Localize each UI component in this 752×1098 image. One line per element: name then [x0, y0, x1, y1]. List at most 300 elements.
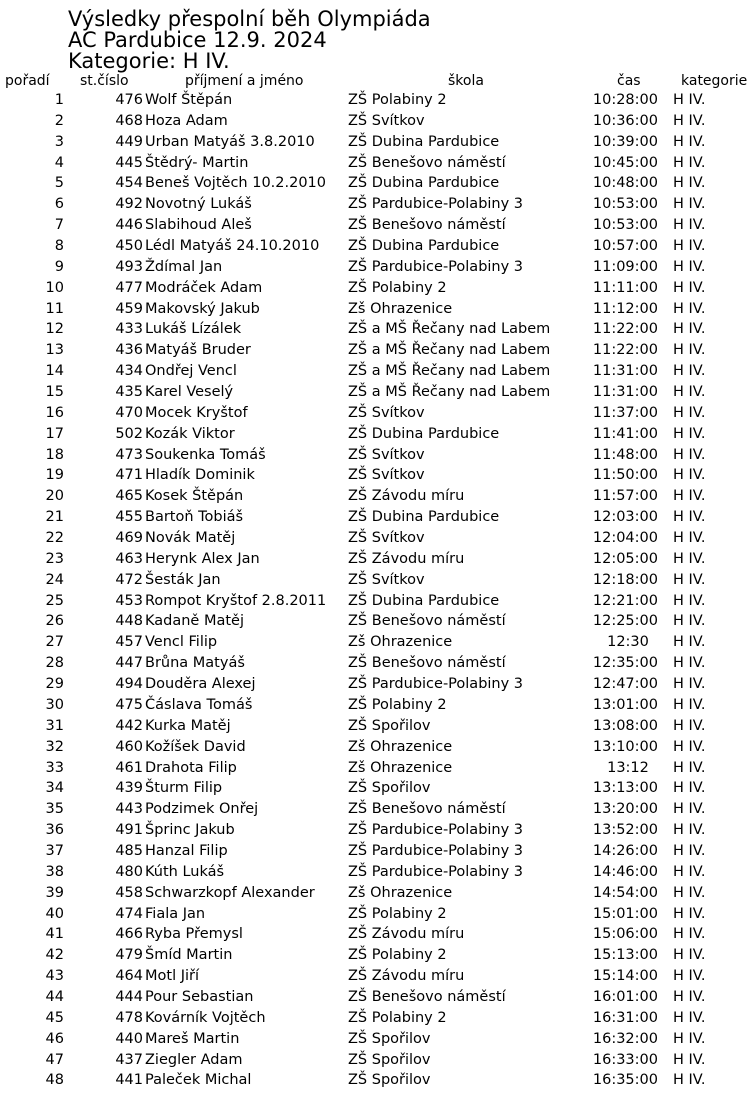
start-number-cell: 472	[115, 571, 143, 588]
category-cell: H IV.	[673, 530, 706, 547]
start-number-cell: 459	[115, 300, 143, 317]
start-number-cell: 465	[115, 488, 143, 505]
school-cell: ZŠ Dubina Pardubice	[348, 425, 500, 442]
name-cell: Ryba Přemysl	[145, 926, 243, 943]
table-row	[0, 1050, 752, 1071]
time-cell: 15:06:00	[592, 926, 658, 943]
category-cell: H IV.	[673, 613, 706, 630]
school-cell: ZŠ Pardubice-Polabiny 3	[348, 863, 524, 880]
table-row	[0, 695, 752, 716]
rank-cell: 37	[45, 842, 64, 859]
rank-cell: 41	[45, 926, 64, 943]
category-cell: H IV.	[673, 884, 706, 901]
start-number-cell: 448	[115, 613, 143, 630]
start-number-cell: 468	[115, 112, 143, 129]
category-cell: H IV.	[673, 780, 706, 797]
category-cell: H IV.	[673, 842, 706, 859]
time-cell: 11:50:00	[592, 467, 658, 484]
name-cell: Podzimek Onřej	[145, 801, 259, 818]
category-cell: H IV.	[673, 175, 706, 192]
start-number-cell: 441	[115, 1072, 143, 1089]
time-cell: 13:13:00	[592, 780, 658, 797]
name-cell: Urban Matyáš 3.8.2010	[145, 133, 315, 150]
rank-cell: 14	[45, 363, 64, 380]
rank-cell: 31	[45, 717, 64, 734]
start-number-cell: 469	[115, 530, 143, 547]
name-cell: Matyáš Bruder	[145, 342, 251, 359]
school-cell: Zš Ohrazenice	[348, 300, 453, 317]
school-cell: ZŠ a MŠ Řečany nad Labem	[348, 342, 551, 359]
school-cell: ZŠ Svítkov	[348, 112, 425, 129]
school-cell: Zš Ohrazenice	[348, 759, 453, 776]
time-cell: 13:01:00	[592, 696, 658, 713]
table-row	[0, 236, 752, 257]
name-cell: Kadaně Matěj	[145, 613, 244, 630]
rank-cell: 16	[45, 404, 64, 421]
time-cell: 10:36:00	[592, 112, 658, 129]
time-cell: 11:48:00	[592, 446, 658, 463]
category-cell: H IV.	[673, 947, 706, 964]
table-row	[0, 403, 752, 424]
name-cell: Čáslava Tomáš	[145, 696, 253, 713]
name-cell: Beneš Vojtěch 10.2.2010	[145, 175, 327, 192]
header-category: kategorie	[681, 73, 748, 89]
time-cell: 12:35:00	[592, 655, 658, 672]
name-cell: Hladík Dominik	[145, 467, 255, 484]
start-number-cell: 473	[115, 446, 143, 463]
time-cell: 10:53:00	[592, 217, 658, 234]
category-cell: H IV.	[673, 717, 706, 734]
header-name: příjmení a jméno	[185, 73, 304, 89]
category-cell: H IV.	[673, 550, 706, 567]
school-cell: ZŠ Polabiny 2	[348, 1009, 447, 1026]
time-cell: 12:30	[607, 634, 649, 651]
time-cell: 15:01:00	[592, 905, 658, 922]
start-number-cell: 460	[115, 738, 143, 755]
rank-cell: 27	[45, 634, 64, 651]
rank-cell: 2	[54, 112, 64, 129]
rank-cell: 5	[54, 175, 64, 192]
start-number-cell: 471	[115, 467, 143, 484]
school-cell: ZŠ a MŠ Řečany nad Labem	[348, 321, 551, 338]
school-cell: ZŠ Polabiny 2	[348, 279, 447, 296]
name-cell: Mocek Kryštof	[145, 404, 248, 421]
time-cell: 10:45:00	[592, 154, 658, 171]
rank-cell: 15	[45, 384, 64, 401]
start-number-cell: 444	[115, 988, 143, 1005]
name-cell: Hoza Adam	[145, 112, 228, 129]
time-cell: 11:22:00	[592, 321, 658, 338]
table-row	[0, 507, 752, 528]
time-cell: 11:22:00	[592, 342, 658, 359]
category-cell: H IV.	[673, 988, 706, 1005]
school-cell: ZŠ Benešovo náměstí	[348, 988, 506, 1005]
category-cell: H IV.	[673, 926, 706, 943]
start-number-cell: 479	[115, 947, 143, 964]
category-label: Kategorie: H IV.	[68, 49, 230, 73]
rank-cell: 48	[45, 1072, 64, 1089]
rank-cell: 36	[45, 822, 64, 839]
name-cell: Brůna Matyáš	[145, 655, 245, 672]
name-cell: Motl Jiří	[145, 968, 199, 985]
category-cell: H IV.	[673, 905, 706, 922]
table-row	[0, 173, 752, 194]
name-cell: Ždímal Jan	[145, 258, 223, 275]
rank-cell: 17	[45, 425, 64, 442]
table-row	[0, 758, 752, 779]
school-cell: ZŠ Závodu míru	[348, 968, 465, 985]
school-cell: ZŠ Polabiny 2	[348, 696, 447, 713]
category-cell: H IV.	[673, 676, 706, 693]
school-cell: Zš Ohrazenice	[348, 884, 453, 901]
start-number-cell: 455	[115, 509, 143, 526]
start-number-cell: 433	[115, 321, 143, 338]
start-number-cell: 492	[115, 196, 143, 213]
start-number-cell: 464	[115, 968, 143, 985]
category-cell: H IV.	[673, 1009, 706, 1026]
name-cell: Lukáš Lízálek	[145, 321, 242, 338]
category-cell: H IV.	[673, 1072, 706, 1089]
table-row	[0, 674, 752, 695]
time-cell: 13:52:00	[592, 822, 658, 839]
time-cell: 12:03:00	[592, 509, 658, 526]
header-rank: pořadí	[5, 73, 50, 89]
time-cell: 16:32:00	[592, 1030, 658, 1047]
start-number-cell: 437	[115, 1051, 143, 1068]
start-number-cell: 439	[115, 780, 143, 797]
rank-cell: 11	[45, 300, 64, 317]
school-cell: ZŠ Polabiny 2	[348, 905, 447, 922]
table-row	[0, 611, 752, 632]
school-cell: ZŠ Dubina Pardubice	[348, 509, 500, 526]
name-cell: Štědrý- Martin	[145, 154, 249, 171]
start-number-cell: 440	[115, 1030, 143, 1047]
name-cell: Schwarzkopf Alexander	[145, 884, 315, 901]
start-number-cell: 435	[115, 384, 143, 401]
school-cell: ZŠ Dubina Pardubice	[348, 238, 500, 255]
rank-cell: 1	[54, 92, 64, 108]
rank-cell: 23	[45, 550, 64, 567]
school-cell: ZŠ Polabiny 2	[348, 947, 447, 964]
table-row	[0, 799, 752, 820]
table-row	[0, 299, 752, 320]
school-cell: ZŠ Svítkov	[348, 404, 425, 421]
time-cell: 16:01:00	[592, 988, 658, 1005]
start-number-cell: 476	[115, 92, 143, 108]
name-cell: Mareš Martin	[145, 1030, 240, 1047]
time-cell: 11:12:00	[592, 300, 658, 317]
table-row	[0, 778, 752, 799]
school-cell: ZŠ Pardubice-Polabiny 3	[348, 258, 524, 275]
time-cell: 10:39:00	[592, 133, 658, 150]
school-cell: ZŠ Spořilov	[348, 717, 431, 734]
rank-cell: 30	[45, 696, 64, 713]
time-cell: 12:21:00	[592, 592, 658, 609]
time-cell: 14:26:00	[592, 842, 658, 859]
school-cell: ZŠ Spořilov	[348, 1030, 431, 1047]
name-cell: Wolf Štěpán	[145, 92, 233, 108]
time-cell: 11:31:00	[592, 363, 658, 380]
name-cell: Bartoň Tobiáš	[145, 509, 244, 526]
rank-cell: 29	[45, 676, 64, 693]
name-cell: Drahota Filip	[145, 759, 237, 776]
name-cell: Pour Sebastian	[145, 988, 254, 1005]
rank-cell: 40	[45, 905, 64, 922]
rank-cell: 10	[45, 279, 64, 296]
rank-cell: 47	[45, 1051, 64, 1068]
category-cell: H IV.	[673, 404, 706, 421]
category-cell: H IV.	[673, 133, 706, 150]
name-cell: Ziegler Adam	[145, 1051, 243, 1068]
name-cell: Douděra Alexej	[145, 676, 256, 693]
category-cell: H IV.	[673, 488, 706, 505]
start-number-cell: 461	[115, 759, 143, 776]
school-cell: ZŠ Benešovo náměstí	[348, 801, 506, 818]
time-cell: 11:31:00	[592, 384, 658, 401]
category-cell: H IV.	[673, 655, 706, 672]
category-cell: H IV.	[673, 300, 706, 317]
table-row	[0, 153, 752, 174]
table-row	[0, 966, 752, 987]
rank-cell: 43	[45, 968, 64, 985]
table-row	[0, 591, 752, 612]
name-cell: Soukenka Tomáš	[145, 446, 266, 463]
school-cell: ZŠ Polabiny 2	[348, 92, 447, 108]
school-cell: ZŠ Pardubice-Polabiny 3	[348, 676, 524, 693]
start-number-cell: 434	[115, 363, 143, 380]
school-cell: ZŠ Spořilov	[348, 1072, 431, 1089]
category-cell: H IV.	[673, 592, 706, 609]
rank-cell: 33	[45, 759, 64, 776]
school-cell: ZŠ Benešovo náměstí	[348, 154, 506, 171]
table-row	[0, 90, 752, 111]
school-cell: ZŠ Dubina Pardubice	[348, 133, 500, 150]
school-cell: ZŠ Spořilov	[348, 780, 431, 797]
start-number-cell: 463	[115, 550, 143, 567]
rank-cell: 39	[45, 884, 64, 901]
table-row	[0, 904, 752, 925]
category-cell: H IV.	[673, 154, 706, 171]
name-cell: Kosek Štěpán	[145, 488, 244, 505]
category-cell: H IV.	[673, 759, 706, 776]
time-cell: 11:57:00	[592, 488, 658, 505]
school-cell: ZŠ Svítkov	[348, 571, 425, 588]
school-cell: ZŠ Pardubice-Polabiny 3	[348, 196, 524, 213]
school-cell: ZŠ Benešovo náměstí	[348, 655, 506, 672]
category-cell: H IV.	[673, 696, 706, 713]
time-cell: 10:28:00	[592, 92, 658, 108]
start-number-cell: 493	[115, 258, 143, 275]
rank-cell: 4	[54, 154, 64, 171]
rank-cell: 46	[45, 1030, 64, 1047]
school-cell: ZŠ a MŠ Řečany nad Labem	[348, 363, 551, 380]
rank-cell: 42	[45, 947, 64, 964]
school-cell: ZŠ Benešovo náměstí	[348, 217, 506, 234]
category-cell: H IV.	[673, 92, 706, 108]
rank-cell: 24	[45, 571, 64, 588]
rank-cell: 12	[45, 321, 64, 338]
time-cell: 13:08:00	[592, 717, 658, 734]
rank-cell: 13	[45, 342, 64, 359]
start-number-cell: 474	[115, 905, 143, 922]
category-cell: H IV.	[673, 425, 706, 442]
table-row	[0, 278, 752, 299]
category-cell: H IV.	[673, 968, 706, 985]
table-row	[0, 737, 752, 758]
name-cell: Lédl Matyáš 24.10.2010	[145, 238, 320, 255]
rank-cell: 35	[45, 801, 64, 818]
name-cell: Vencl Filip	[145, 634, 218, 651]
start-number-cell: 445	[115, 154, 143, 171]
start-number-cell: 446	[115, 217, 143, 234]
school-cell: ZŠ a MŠ Řečany nad Labem	[348, 384, 551, 401]
time-cell: 15:14:00	[592, 968, 658, 985]
category-cell: H IV.	[673, 863, 706, 880]
rank-cell: 3	[54, 133, 64, 150]
start-number-cell: 457	[115, 634, 143, 651]
rank-cell: 26	[45, 613, 64, 630]
table-row	[0, 820, 752, 841]
start-number-cell: 453	[115, 592, 143, 609]
category-cell: H IV.	[673, 634, 706, 651]
time-cell: 12:47:00	[592, 676, 658, 693]
rank-cell: 21	[45, 509, 64, 526]
table-row	[0, 111, 752, 132]
category-cell: H IV.	[673, 258, 706, 275]
school-cell: ZŠ Dubina Pardubice	[348, 175, 500, 192]
name-cell: Fiala Jan	[145, 905, 206, 922]
time-cell: 15:13:00	[592, 947, 658, 964]
time-cell: 16:35:00	[592, 1072, 658, 1089]
category-cell: H IV.	[673, 801, 706, 818]
school-cell: ZŠ Pardubice-Polabiny 3	[348, 842, 524, 859]
table-row	[0, 945, 752, 966]
category-cell: H IV.	[673, 279, 706, 296]
time-cell: 11:11:00	[592, 279, 658, 296]
name-cell: Modráček Adam	[145, 279, 263, 296]
rank-cell: 7	[54, 217, 64, 234]
table-row	[0, 215, 752, 236]
name-cell: Herynk Alex Jan	[145, 550, 260, 567]
start-number-cell: 502	[115, 425, 143, 442]
time-cell: 14:46:00	[592, 863, 658, 880]
table-row	[0, 382, 752, 403]
school-cell: ZŠ Svítkov	[348, 446, 425, 463]
rank-cell: 22	[45, 530, 64, 547]
rank-cell: 45	[45, 1009, 64, 1026]
start-number-cell: 447	[115, 655, 143, 672]
school-cell: ZŠ Dubina Pardubice	[348, 592, 500, 609]
category-cell: H IV.	[673, 467, 706, 484]
table-row	[0, 361, 752, 382]
start-number-cell: 494	[115, 676, 143, 693]
time-cell: 13:10:00	[592, 738, 658, 755]
name-cell: Kurka Matěj	[145, 717, 231, 734]
school-cell: ZŠ Pardubice-Polabiny 3	[348, 822, 524, 839]
category-cell: H IV.	[673, 363, 706, 380]
table-row	[0, 424, 752, 445]
name-cell: Makovský Jakub	[145, 300, 260, 317]
table-row	[0, 1008, 752, 1029]
category-cell: H IV.	[673, 446, 706, 463]
rank-cell: 9	[54, 258, 64, 275]
table-row	[0, 924, 752, 945]
header-time: čas	[617, 73, 641, 89]
table-row	[0, 883, 752, 904]
table-row	[0, 257, 752, 278]
school-cell: ZŠ Svítkov	[348, 530, 425, 547]
table-row	[0, 1070, 752, 1091]
table-row	[0, 1029, 752, 1050]
name-cell: Šprinc Jakub	[145, 822, 235, 839]
table-row	[0, 194, 752, 215]
time-cell: 12:18:00	[592, 571, 658, 588]
category-cell: H IV.	[673, 238, 706, 255]
start-number-cell: 477	[115, 279, 143, 296]
name-cell: Novák Matěj	[145, 530, 236, 547]
table-row	[0, 528, 752, 549]
header-school: škola	[448, 73, 484, 89]
rank-cell: 44	[45, 988, 64, 1005]
start-number-cell: 480	[115, 863, 143, 880]
name-cell: Šesták Jan	[145, 571, 221, 588]
time-cell: 12:25:00	[592, 613, 658, 630]
header-start-number: st.číslo	[80, 73, 129, 89]
time-cell: 12:04:00	[592, 530, 658, 547]
rank-cell: 19	[45, 467, 64, 484]
category-cell: H IV.	[673, 1051, 706, 1068]
category-cell: H IV.	[673, 342, 706, 359]
school-cell: Zš Ohrazenice	[348, 634, 453, 651]
name-cell: Hanzal Filip	[145, 842, 228, 859]
start-number-cell: 491	[115, 822, 143, 839]
name-cell: Šmíd Martin	[145, 947, 233, 964]
results-table	[0, 90, 752, 1091]
category-cell: H IV.	[673, 1030, 706, 1047]
table-row	[0, 862, 752, 883]
event-subtitle: AC Pardubice 12.9. 2024	[68, 28, 327, 52]
rank-cell: 25	[45, 592, 64, 609]
start-number-cell: 475	[115, 696, 143, 713]
rank-cell: 34	[45, 780, 64, 797]
table-row	[0, 841, 752, 862]
category-cell: H IV.	[673, 321, 706, 338]
table-row	[0, 486, 752, 507]
start-number-cell: 466	[115, 926, 143, 943]
category-cell: H IV.	[673, 571, 706, 588]
start-number-cell: 478	[115, 1009, 143, 1026]
table-row	[0, 319, 752, 340]
time-cell: 16:33:00	[592, 1051, 658, 1068]
results-title: Výsledky přespolní běh Olympiáda	[68, 7, 431, 31]
start-number-cell: 449	[115, 133, 143, 150]
school-cell: ZŠ Benešovo náměstí	[348, 613, 506, 630]
table-row	[0, 340, 752, 361]
name-cell: Šturm Filip	[145, 780, 223, 797]
category-cell: H IV.	[673, 738, 706, 755]
rank-cell: 32	[45, 738, 64, 755]
school-cell: ZŠ Závodu míru	[348, 926, 465, 943]
time-cell: 11:09:00	[592, 258, 658, 275]
table-row	[0, 632, 752, 653]
start-number-cell: 450	[115, 238, 143, 255]
start-number-cell: 458	[115, 884, 143, 901]
table-row	[0, 570, 752, 591]
rank-cell: 8	[54, 238, 64, 255]
rank-cell: 18	[45, 446, 64, 463]
name-cell: Slabihoud Aleš	[145, 217, 252, 234]
school-cell: Zš Ohrazenice	[348, 738, 453, 755]
